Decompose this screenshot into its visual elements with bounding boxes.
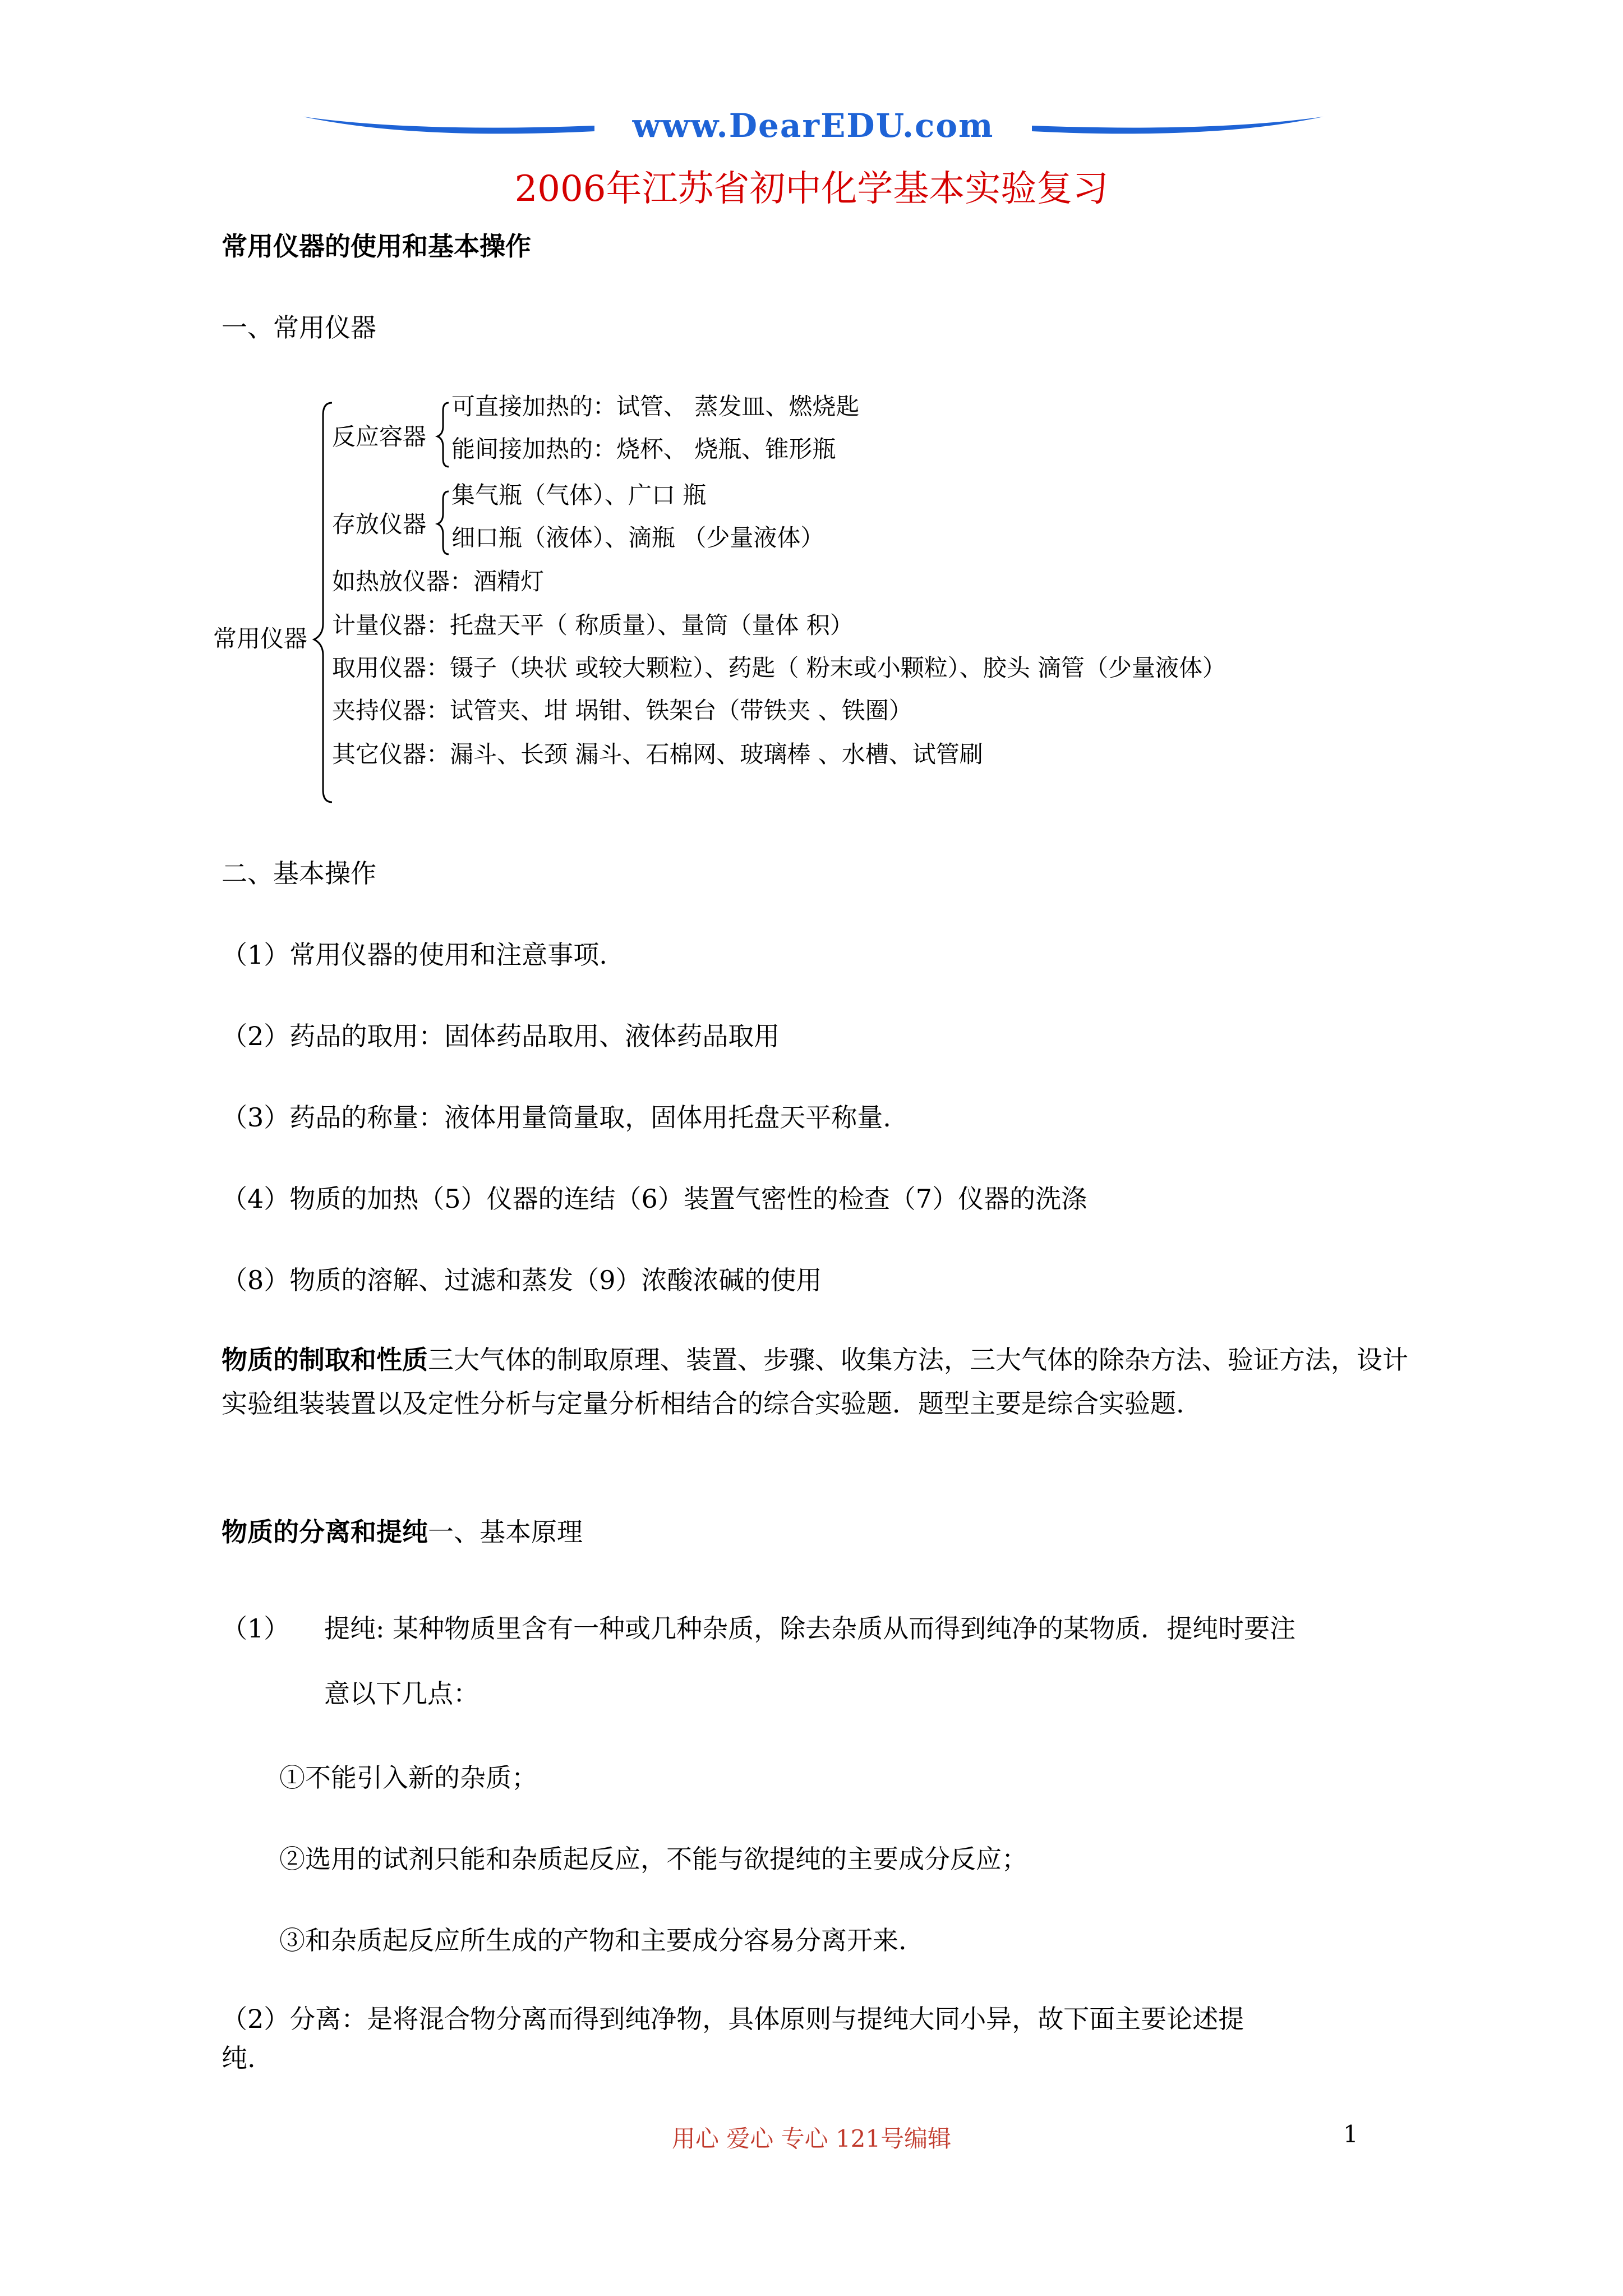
section-heading-preparation: 物质的制取和性质	[222, 1345, 428, 1375]
separation-subheading: 一、基本原理	[428, 1517, 583, 1547]
operation-item: （3）药品的称量：液体用量筒量取，固体用托盘天平称量.	[222, 1102, 891, 1133]
item1-line2: 意以下几点：	[324, 1678, 479, 1709]
operation-item: （4）物质的加热（5）仪器的连结（6）装置气密性的检查（7）仪器的洗涤	[222, 1184, 1087, 1214]
diagram-root: 常用仪器	[213, 625, 308, 652]
diagram-measuring: 计量仪器：托盘天平（ 称质量）、量筒（量体 积）	[332, 611, 854, 639]
diagram-holding: 夹持仪器：试管夹、坩 埚钳、铁架台（带铁夹 、铁圈）	[332, 697, 912, 724]
site-banner	[303, 105, 1324, 150]
diagram-taking: 取用仪器：镊子（块状 或较大颗粒）、药匙（ 粉末或小颗粒）、胶头 滴管（少量液体）	[332, 654, 1227, 682]
diagram-others: 其它仪器：漏斗、长颈 漏斗、石棉网、玻璃棒 、水槽、试管刷	[332, 740, 983, 768]
preparation-body: 三大气体的制取原理、装置、步骤、收集方法，三大气体的除杂方法、验证方法，设计实验组装装置以及定性分析与定量分析相结合的综合实验题．题型主要是综合实验题.	[222, 1345, 1408, 1419]
page-number: 1	[1343, 2120, 1358, 2148]
purification-point: ①不能引入新的杂质；	[279, 1763, 537, 1793]
footer-credit: 用心 爱心 专心 121号编辑	[671, 2125, 952, 2152]
diagram-reaction-indirect: 能间接加热的：烧杯、 烧瓶、锥形瓶	[451, 435, 836, 463]
instruments-diagram	[213, 393, 1312, 808]
item2-line2: 纯.	[222, 2043, 256, 2073]
operation-item: （8）物质的溶解、过滤和蒸发（9）浓酸浓碱的使用	[222, 1265, 822, 1295]
purification-point: ②选用的试剂只能和杂质起反应，不能与欲提纯的主要成分反应；	[279, 1844, 1027, 1874]
section-heading-instruments: 常用仪器的使用和基本操作	[222, 231, 531, 261]
diagram-storage-liquid: 细口瓶（液体）、滴瓶 （少量液体）	[451, 524, 824, 551]
item1-number: （1）	[222, 1613, 290, 1644]
operation-item: （1）常用仪器的使用和注意事项.	[222, 940, 607, 970]
item2-line1: （2）分离：是将混合物分离而得到纯净物，具体原则与提纯大同小异，故下面主要论述提	[222, 2004, 1244, 2034]
operation-item: （2）药品的取用：固体药品取用、液体药品取用	[222, 1021, 780, 1051]
subheading-common-instruments: 一、常用仪器	[222, 312, 376, 343]
page-title: 2006年江苏省初中化学基本实验复习	[514, 168, 1109, 210]
diagram-heating: 如热放仪器：酒精灯	[332, 568, 545, 595]
diagram-reaction-group: 反应容器	[332, 423, 427, 450]
subheading-basic-operations: 二、基本操作	[222, 858, 376, 889]
purification-point: ③和杂质起反应所生成的产物和主要成分容易分离开来.	[279, 1925, 907, 1955]
section-heading-separation: 物质的分离和提纯	[222, 1517, 428, 1547]
diagram-reaction-direct: 可直接加热的：试管、 蒸发皿、燃烧匙	[451, 393, 860, 420]
diagram-storage-group: 存放仪器	[332, 510, 427, 538]
site-name[interactable]: www.DearEDU.com	[632, 107, 994, 145]
diagram-storage-gas: 集气瓶（气体）、广口 瓶	[451, 481, 707, 509]
section-separation-line	[222, 1516, 583, 1548]
section-preparation-paragraph	[222, 1338, 1410, 1425]
item1-line1: 提纯: 某种物质里含有一种或几种杂质，除去杂质从而得到纯净的某物质．提纯时要注	[324, 1613, 1296, 1644]
